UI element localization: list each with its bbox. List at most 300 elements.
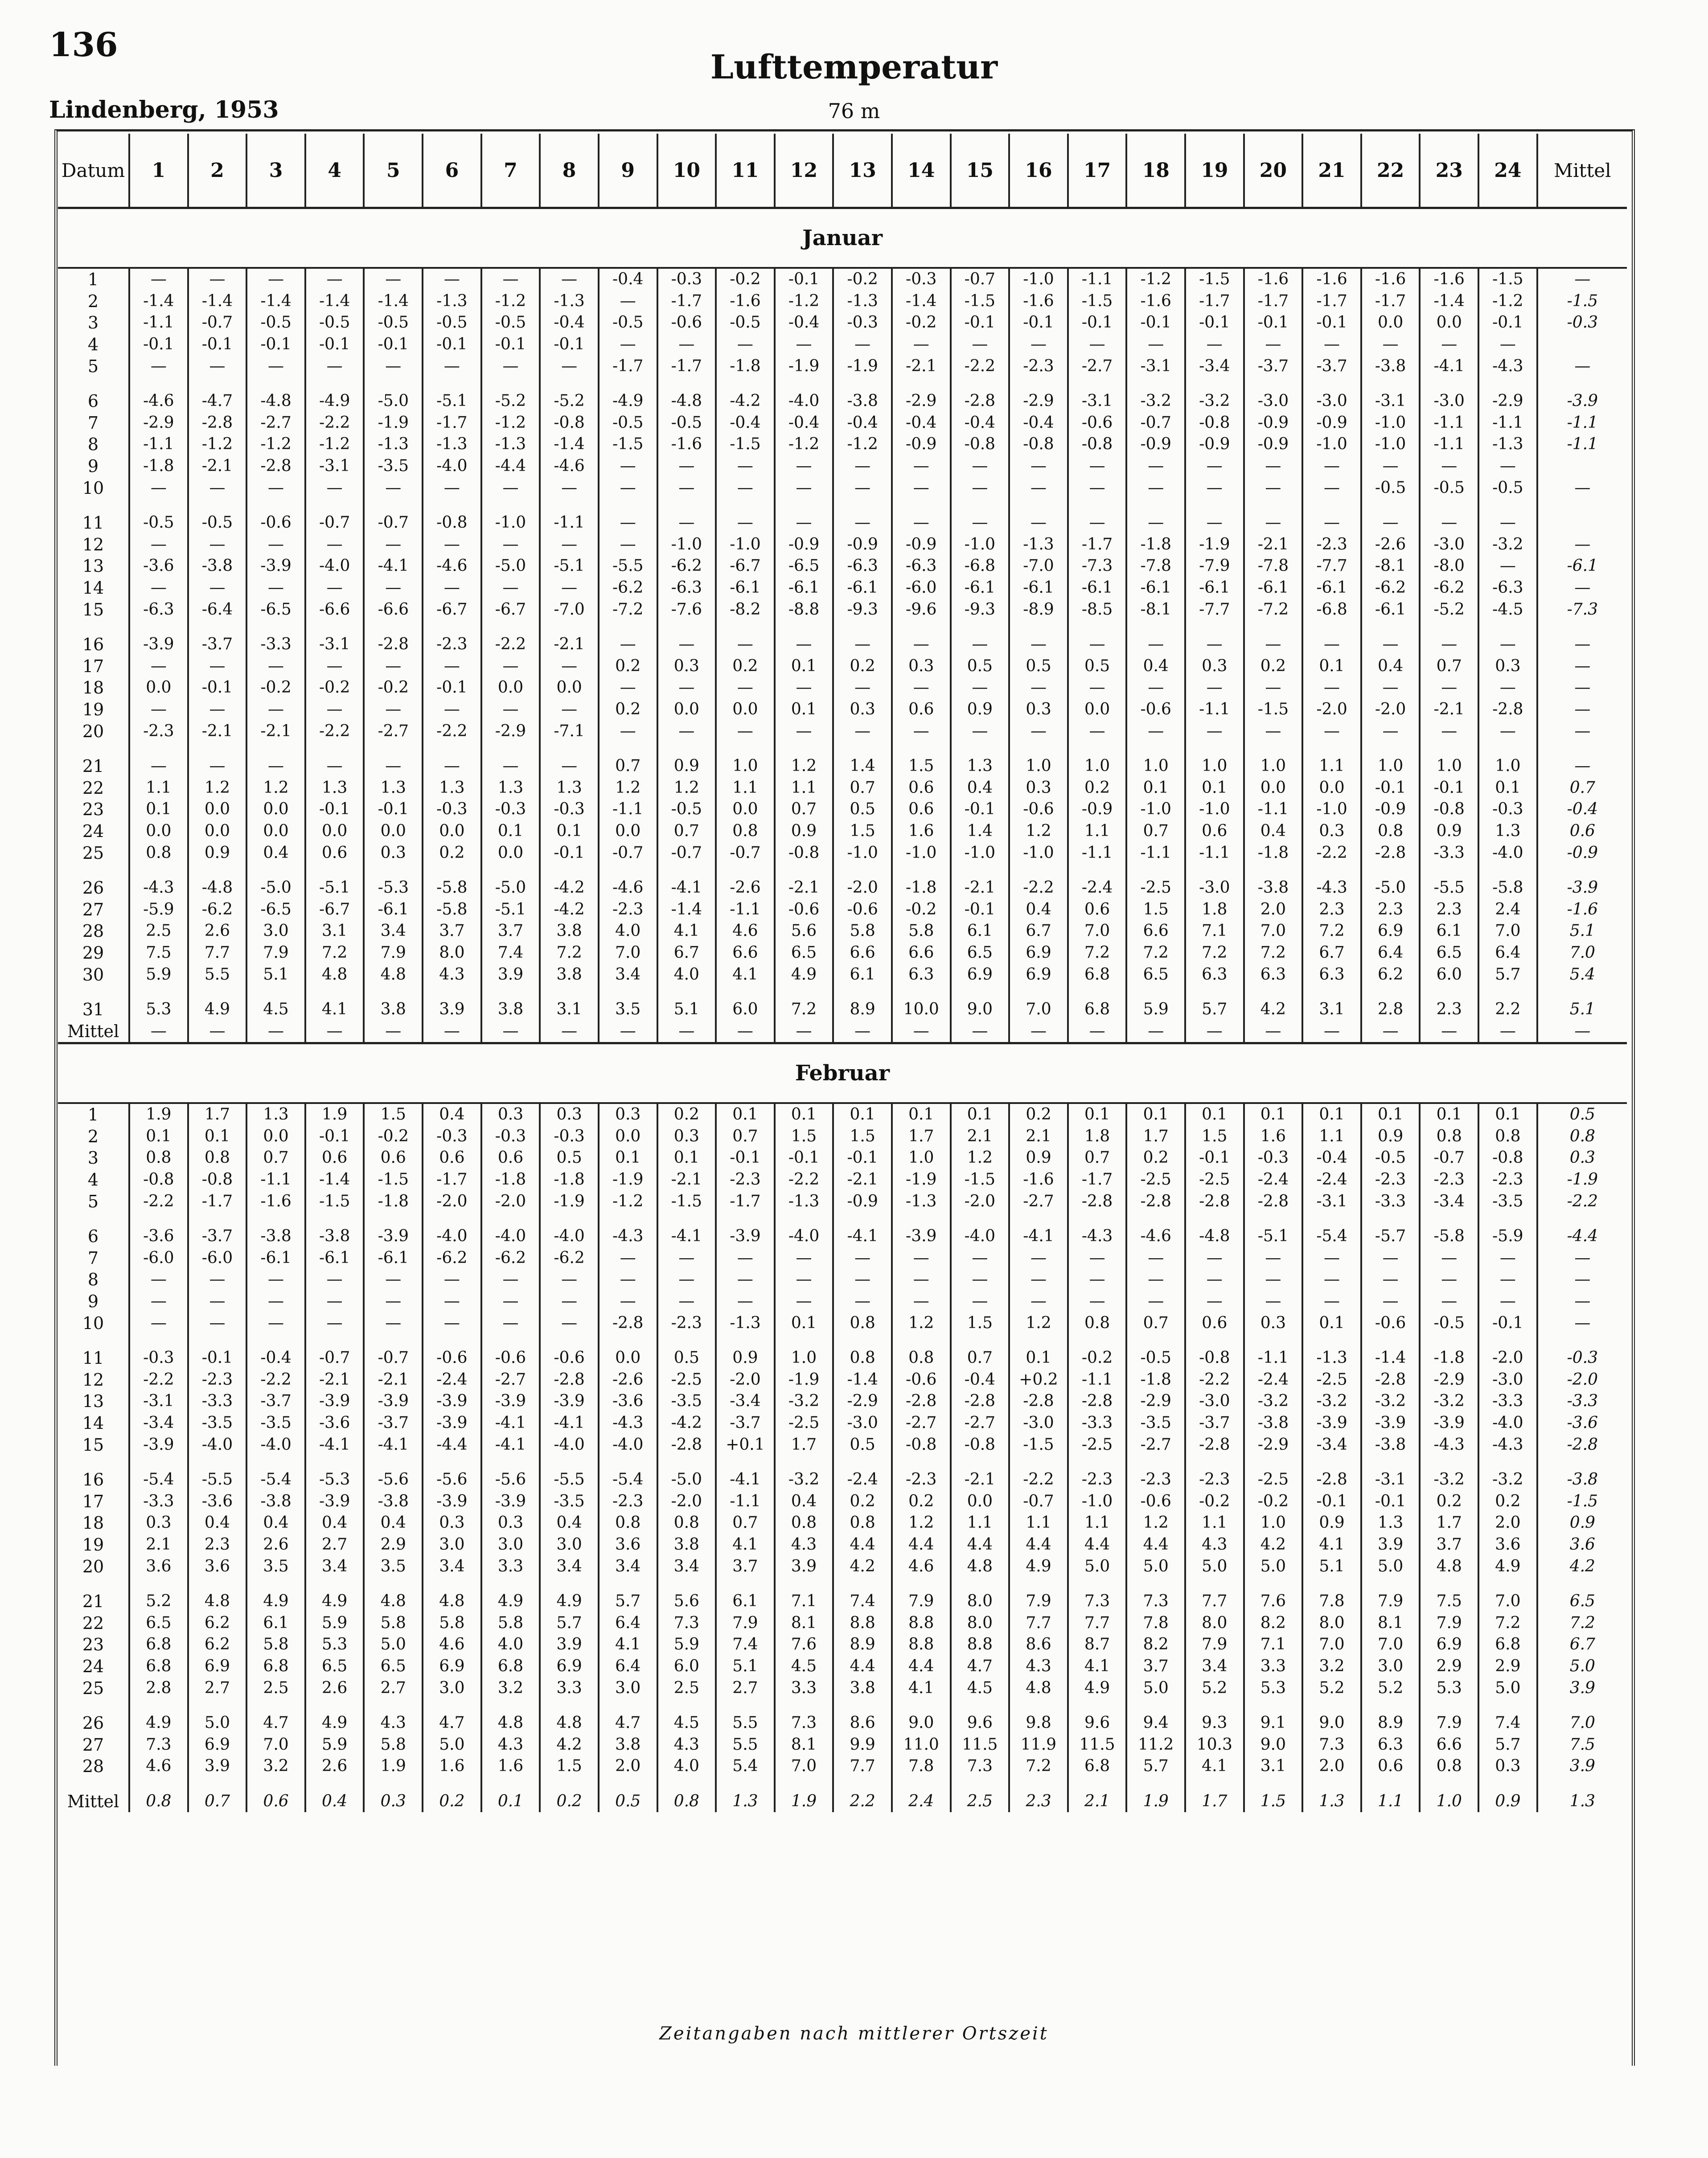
spacer-cell <box>1420 1334 1478 1347</box>
hour-value-cell: -4.1 <box>540 1412 599 1434</box>
day-cell: Mittel <box>67 1791 119 1811</box>
daily-mean-cell: — <box>1537 634 1627 656</box>
hour-value-cell: 0.3 <box>833 699 892 721</box>
hour-value-cell: — <box>1420 455 1478 477</box>
hour-value-cell: — <box>599 1269 657 1291</box>
day-cell: 29 <box>82 943 104 963</box>
spacer-cell <box>1361 742 1420 755</box>
hour-value-cell: 5.8 <box>364 1734 423 1756</box>
spacer-cell <box>1244 1456 1303 1469</box>
hour-value-cell: 1.8 <box>1068 1126 1127 1148</box>
hour-value-cell: -3.2 <box>1420 1469 1478 1491</box>
hour-value-cell: 8.0 <box>951 1591 1010 1612</box>
hour-value-cell: 0.2 <box>599 699 657 721</box>
hour-value-cell: 4.5 <box>951 1677 1010 1699</box>
column-header-hour: 3 <box>246 134 305 208</box>
spacer-cell <box>1537 499 1627 512</box>
hour-value-cell: -3.0 <box>1420 390 1478 412</box>
hour-value-cell: 0.7 <box>599 755 657 777</box>
hour-value-cell: -2.0 <box>716 1369 775 1391</box>
hour-value-cell: — <box>423 477 481 499</box>
hour-value-cell: 3.2 <box>1302 1656 1361 1678</box>
hour-value-cell: -6.7 <box>716 555 775 577</box>
spacer-cell <box>58 1777 129 1791</box>
day-cell: 11 <box>82 1348 104 1368</box>
hour-value-cell: — <box>188 1291 247 1313</box>
hour-value-cell: 4.8 <box>188 1591 247 1612</box>
hour-value-cell: 1.0 <box>1478 755 1537 777</box>
hour-value-cell: — <box>1244 455 1303 477</box>
hour-value-cell: 1.3 <box>716 1791 775 1813</box>
hour-value-cell: -3.0 <box>1478 1369 1537 1391</box>
hour-value-cell: 0.6 <box>305 842 364 864</box>
hour-value-cell: -0.8 <box>540 412 599 434</box>
hour-value-cell: 0.1 <box>1302 656 1361 677</box>
table-row <box>58 477 1627 499</box>
hour-value-cell: 6.5 <box>129 1612 188 1634</box>
hour-value-cell: 1.3 <box>481 777 540 799</box>
hour-value-cell: — <box>188 534 247 556</box>
hour-value-cell: -1.1 <box>1185 699 1244 721</box>
hour-value-cell: 1.2 <box>892 1512 951 1534</box>
hour-value-cell: 7.3 <box>1126 1591 1185 1612</box>
hour-value-cell: 7.8 <box>892 1756 951 1777</box>
hour-value-cell: 0.7 <box>1420 656 1478 677</box>
day-cell: 3 <box>87 1148 99 1168</box>
hour-value-cell: 1.2 <box>657 777 716 799</box>
hour-value-cell: -2.9 <box>129 412 188 434</box>
hour-value-cell: -2.2 <box>481 634 540 656</box>
hour-value-cell: -3.9 <box>423 1412 481 1434</box>
spacer-cell <box>657 1577 716 1591</box>
hour-value-cell: -1.1 <box>1420 434 1478 455</box>
hour-value-cell: 0.1 <box>1420 1103 1478 1126</box>
hour-value-cell: — <box>716 1269 775 1291</box>
spacer-cell <box>833 1577 892 1591</box>
hour-value-cell: -2.8 <box>1009 1391 1068 1412</box>
hour-value-cell: -6.3 <box>833 555 892 577</box>
hour-value-cell: -1.1 <box>599 799 657 821</box>
hour-value-cell: 6.8 <box>1068 999 1127 1021</box>
hour-value-cell: -4.3 <box>599 1226 657 1247</box>
hour-value-cell: -2.5 <box>775 1412 833 1434</box>
hour-value-cell: 4.8 <box>423 1591 481 1612</box>
hour-value-cell: 5.0 <box>188 1712 247 1734</box>
hour-value-cell: -3.0 <box>1244 390 1303 412</box>
spacer-cell <box>1068 1334 1127 1347</box>
hour-value-cell: — <box>188 355 247 377</box>
hour-value-cell: -1.5 <box>1244 699 1303 721</box>
hour-value-cell: -0.1 <box>1009 312 1068 334</box>
hour-value-cell: 5.3 <box>305 1634 364 1656</box>
hour-value-cell: -0.6 <box>423 1347 481 1369</box>
hour-value-cell: 0.7 <box>716 1126 775 1148</box>
hour-value-cell: -2.4 <box>1302 1169 1361 1191</box>
spacer-row <box>58 1699 1627 1712</box>
hour-value-cell: — <box>364 1269 423 1291</box>
hour-value-cell: 3.0 <box>423 1677 481 1699</box>
hour-value-cell: -3.9 <box>364 1226 423 1247</box>
hour-value-cell: 4.9 <box>188 999 247 1021</box>
hour-value-cell: — <box>481 755 540 777</box>
hour-value-cell: 3.9 <box>775 1555 833 1577</box>
hour-value-cell: — <box>305 656 364 677</box>
hour-value-cell: 5.8 <box>892 920 951 942</box>
hour-value-cell: -2.1 <box>657 1169 716 1191</box>
hour-value-cell: -1.4 <box>657 898 716 920</box>
hour-value-cell: 3.2 <box>246 1756 305 1777</box>
hour-value-cell: -2.3 <box>892 1469 951 1491</box>
hour-value-cell: -5.5 <box>188 1469 247 1491</box>
hour-value-cell: 1.3 <box>540 777 599 799</box>
hour-value-cell: 0.8 <box>129 1791 188 1813</box>
hour-value-cell: 6.8 <box>1478 1634 1537 1656</box>
spacer-cell <box>716 1699 775 1712</box>
hour-value-cell: 6.9 <box>188 1734 247 1756</box>
spacer-cell <box>1537 377 1627 390</box>
daily-mean-cell: 3.6 <box>1537 1534 1627 1556</box>
daily-mean-cell: 0.5 <box>1537 1103 1627 1126</box>
hour-value-cell: -2.7 <box>951 1412 1010 1434</box>
hour-value-cell: -0.1 <box>305 799 364 821</box>
hour-value-cell: -6.2 <box>599 577 657 599</box>
spacer-cell <box>1009 1777 1068 1791</box>
hour-value-cell: 2.1 <box>951 1126 1010 1148</box>
hour-value-cell: -0.9 <box>1302 412 1361 434</box>
day-cell: 1 <box>87 270 99 290</box>
hour-value-cell: 3.8 <box>364 999 423 1021</box>
hour-value-cell: 7.3 <box>775 1712 833 1734</box>
spacer-cell <box>129 864 188 877</box>
hour-value-cell: 3.8 <box>540 920 599 942</box>
hour-value-cell: — <box>657 334 716 356</box>
daily-mean-cell: — <box>1537 577 1627 599</box>
hour-value-cell: 8.7 <box>1068 1634 1127 1656</box>
hour-value-cell: -9.3 <box>833 599 892 620</box>
table-row <box>58 1103 1627 1126</box>
spacer-cell <box>58 864 129 877</box>
column-header-hour: 14 <box>892 134 951 208</box>
hour-value-cell: -0.5 <box>657 412 716 434</box>
hour-value-cell: 0.7 <box>716 1512 775 1534</box>
hour-value-cell: -1.6 <box>1009 1169 1068 1191</box>
hour-value-cell: 0.1 <box>129 799 188 821</box>
hour-value-cell: 4.1 <box>657 920 716 942</box>
hour-value-cell: -1.7 <box>657 291 716 312</box>
spacer-cell <box>129 1334 188 1347</box>
hour-value-cell: — <box>188 755 247 777</box>
hour-value-cell: 0.2 <box>716 656 775 677</box>
spacer-cell <box>1420 1577 1478 1591</box>
hour-value-cell: 1.1 <box>1302 755 1361 777</box>
hour-value-cell: -1.6 <box>1009 291 1068 312</box>
hour-value-cell: -6.2 <box>1361 577 1420 599</box>
spacer-cell <box>540 1577 599 1591</box>
spacer-cell <box>1244 742 1303 755</box>
hour-value-cell: — <box>246 1291 305 1313</box>
hour-value-cell: -0.2 <box>364 677 423 699</box>
hour-value-cell: -0.7 <box>1009 1491 1068 1513</box>
hour-value-cell: 3.3 <box>481 1555 540 1577</box>
hour-value-cell: -4.0 <box>1478 842 1537 864</box>
hour-value-cell: — <box>188 1269 247 1291</box>
hour-value-cell: 6.9 <box>1009 964 1068 985</box>
spacer-cell <box>1009 864 1068 877</box>
hour-value-cell: -2.8 <box>1361 842 1420 864</box>
hour-value-cell: -0.3 <box>423 799 481 821</box>
hour-value-cell: -6.1 <box>833 577 892 599</box>
hour-value-cell: -1.4 <box>540 434 599 455</box>
hour-value-cell: 6.1 <box>716 1591 775 1612</box>
spacer-cell <box>1244 1777 1303 1791</box>
hour-value-cell: 7.9 <box>716 1612 775 1634</box>
hour-value-cell: -0.1 <box>1068 312 1127 334</box>
hour-value-cell: -5.7 <box>1361 1226 1420 1247</box>
hour-value-cell: -1.1 <box>1068 268 1127 291</box>
spacer-cell <box>540 1777 599 1791</box>
hour-value-cell: -7.0 <box>1009 555 1068 577</box>
hour-value-cell: 6.3 <box>892 964 951 985</box>
spacer-cell <box>1185 985 1244 999</box>
hour-value-cell: — <box>951 455 1010 477</box>
day-cell: 5 <box>87 1191 99 1211</box>
hour-value-cell: -4.1 <box>1420 355 1478 377</box>
hour-value-cell: — <box>540 1291 599 1313</box>
hour-value-cell: 7.1 <box>1244 1634 1303 1656</box>
hour-value-cell: — <box>1478 720 1537 742</box>
spacer-cell <box>423 985 481 999</box>
hour-value-cell: 5.1 <box>716 1656 775 1678</box>
hour-value-cell: 0.7 <box>657 821 716 842</box>
table-row <box>58 1512 1627 1534</box>
hour-value-cell: 3.6 <box>1478 1534 1537 1556</box>
hour-value-cell: -0.6 <box>1009 799 1068 821</box>
hour-value-cell: -3.2 <box>1126 390 1185 412</box>
spacer-cell <box>364 742 423 755</box>
table-row <box>58 555 1627 577</box>
hour-value-cell: 4.9 <box>1068 1677 1127 1699</box>
spacer-cell <box>1244 985 1303 999</box>
hour-value-cell: 2.6 <box>246 1534 305 1556</box>
hour-value-cell: 4.9 <box>129 1712 188 1734</box>
spacer-cell <box>716 742 775 755</box>
hour-value-cell: -3.2 <box>1478 1469 1537 1491</box>
daily-mean-cell: — <box>1537 355 1627 377</box>
hour-value-cell: 3.4 <box>599 964 657 985</box>
hour-value-cell: — <box>1361 677 1420 699</box>
hour-value-cell: 0.4 <box>1126 656 1185 677</box>
hour-value-cell: 3.0 <box>540 1534 599 1556</box>
hour-value-cell: -1.3 <box>1478 434 1537 455</box>
hour-value-cell: 2.4 <box>892 1791 951 1813</box>
hour-value-cell: — <box>246 534 305 556</box>
spacer-cell <box>481 1212 540 1226</box>
hour-value-cell: 0.1 <box>775 1312 833 1334</box>
hour-value-cell: -1.8 <box>1244 842 1303 864</box>
hour-value-cell: 0.0 <box>1302 777 1361 799</box>
spacer-cell <box>599 864 657 877</box>
table-row <box>58 1369 1627 1391</box>
hour-value-cell: 0.2 <box>833 1491 892 1513</box>
hour-value-cell: -5.8 <box>423 898 481 920</box>
day-cell: 14 <box>82 1413 104 1433</box>
hour-value-cell: 0.3 <box>1244 1312 1303 1334</box>
hour-value-cell: — <box>1361 720 1420 742</box>
hour-value-cell: -3.9 <box>364 1391 423 1412</box>
hour-value-cell: -1.7 <box>423 412 481 434</box>
hour-value-cell: 4.9 <box>775 964 833 985</box>
spacer-cell <box>246 1699 305 1712</box>
hour-value-cell: 7.3 <box>1068 1591 1127 1612</box>
column-header-hour: 5 <box>364 134 423 208</box>
column-header-hour: 15 <box>951 134 1010 208</box>
hour-value-cell: 6.5 <box>1420 942 1478 964</box>
hour-value-cell: — <box>1302 1247 1361 1269</box>
hour-value-cell: — <box>1244 1247 1303 1269</box>
hour-value-cell: — <box>305 1291 364 1313</box>
spacer-row <box>58 377 1627 390</box>
spacer-cell <box>423 620 481 634</box>
hour-value-cell: — <box>1244 512 1303 534</box>
hour-value-cell: -1.1 <box>246 1169 305 1191</box>
hour-value-cell: 3.3 <box>540 1677 599 1699</box>
hour-value-cell: 0.2 <box>657 1103 716 1126</box>
table-row <box>58 577 1627 599</box>
hour-value-cell: 1.9 <box>305 1103 364 1126</box>
hour-value-cell: 8.9 <box>833 999 892 1021</box>
spacer-cell <box>1478 1777 1537 1791</box>
hour-value-cell: -3.2 <box>1302 1391 1361 1412</box>
table-row <box>58 512 1627 534</box>
hour-value-cell: -2.3 <box>657 1312 716 1334</box>
hour-value-cell: -2.3 <box>599 898 657 920</box>
hour-value-cell: -4.9 <box>599 390 657 412</box>
hour-value-cell: 0.3 <box>364 1791 423 1813</box>
hour-value-cell: — <box>1009 1247 1068 1269</box>
spacer-cell <box>599 1577 657 1591</box>
hour-value-cell: 8.9 <box>1361 1712 1420 1734</box>
spacer-cell <box>58 1577 129 1591</box>
hour-value-cell: -4.0 <box>481 1226 540 1247</box>
hour-value-cell: — <box>1478 512 1537 534</box>
hour-value-cell: 7.2 <box>305 942 364 964</box>
hour-value-cell: -2.0 <box>657 1491 716 1513</box>
hour-value-cell: 4.4 <box>951 1534 1010 1556</box>
hour-value-cell: -4.2 <box>716 390 775 412</box>
hour-value-cell: -2.0 <box>1302 699 1361 721</box>
spacer-cell <box>540 1699 599 1712</box>
spacer-cell <box>129 1456 188 1469</box>
hour-value-cell: -6.3 <box>892 555 951 577</box>
hour-value-cell: — <box>129 477 188 499</box>
hour-value-cell: -6.1 <box>1068 577 1127 599</box>
day-cell: 10 <box>82 478 104 498</box>
hour-value-cell: 1.9 <box>775 1791 833 1813</box>
hour-value-cell: -0.1 <box>188 1347 247 1369</box>
hour-value-cell: — <box>892 1020 951 1043</box>
hour-value-cell: 0.0 <box>423 821 481 842</box>
hour-value-cell: -2.9 <box>1420 1369 1478 1391</box>
hour-value-cell: -0.1 <box>1302 1491 1361 1513</box>
hour-value-cell: 2.7 <box>188 1677 247 1699</box>
spacer-cell <box>716 985 775 999</box>
hour-value-cell: 0.5 <box>1009 656 1068 677</box>
hour-value-cell: -4.2 <box>657 1412 716 1434</box>
hour-value-cell: — <box>716 455 775 477</box>
hour-value-cell: 4.6 <box>892 1555 951 1577</box>
hour-value-cell: -1.2 <box>246 434 305 455</box>
hour-value-cell: -0.5 <box>481 312 540 334</box>
hour-value-cell: -5.1 <box>540 555 599 577</box>
hour-value-cell: 3.5 <box>246 1555 305 1577</box>
spacer-cell <box>657 1334 716 1347</box>
hour-value-cell: — <box>1068 1020 1127 1043</box>
day-cell: 7 <box>87 413 99 433</box>
hour-value-cell: -1.2 <box>481 291 540 312</box>
hour-value-cell: 4.5 <box>246 999 305 1021</box>
hour-value-cell: -3.5 <box>188 1412 247 1434</box>
hour-value-cell: 4.1 <box>1185 1756 1244 1777</box>
spacer-cell <box>1126 985 1185 999</box>
hour-value-cell: 4.1 <box>716 1534 775 1556</box>
hour-value-cell: 3.7 <box>1420 1534 1478 1556</box>
hour-value-cell: — <box>1185 334 1244 356</box>
hour-value-cell: 1.3 <box>423 777 481 799</box>
spacer-cell <box>423 1456 481 1469</box>
hour-value-cell: 1.7 <box>1126 1126 1185 1148</box>
hour-value-cell: — <box>540 355 599 377</box>
hour-value-cell: -0.1 <box>364 334 423 356</box>
hour-value-cell: 4.1 <box>1302 1534 1361 1556</box>
spacer-cell <box>1068 377 1127 390</box>
spacer-row <box>58 864 1627 877</box>
hour-value-cell: 7.0 <box>1478 920 1537 942</box>
hour-value-cell: 0.1 <box>1478 777 1537 799</box>
hour-value-cell: -3.3 <box>1068 1412 1127 1434</box>
hour-value-cell: -5.6 <box>364 1469 423 1491</box>
hour-value-cell: 0.1 <box>188 1126 247 1148</box>
hour-value-cell: 5.8 <box>833 920 892 942</box>
day-cell: 4 <box>87 335 99 355</box>
spacer-cell <box>129 620 188 634</box>
hour-value-cell: -6.6 <box>305 599 364 620</box>
hour-value-cell: — <box>364 755 423 777</box>
hour-value-cell: — <box>951 1269 1010 1291</box>
hour-value-cell: -9.3 <box>951 599 1010 620</box>
spacer-cell <box>481 620 540 634</box>
spacer-cell <box>833 620 892 634</box>
hour-value-cell: -0.4 <box>951 412 1010 434</box>
hour-value-cell: — <box>657 1020 716 1043</box>
day-cell: 27 <box>82 899 104 919</box>
hour-value-cell: 1.6 <box>892 821 951 842</box>
spacer-cell <box>1361 1777 1420 1791</box>
hour-value-cell: -6.6 <box>364 599 423 620</box>
hour-value-cell: -2.7 <box>481 1369 540 1391</box>
hour-value-cell: 5.0 <box>1126 1555 1185 1577</box>
hour-value-cell: 1.4 <box>833 755 892 777</box>
hour-value-cell: 0.4 <box>775 1491 833 1513</box>
hour-value-cell: -0.2 <box>1068 1347 1127 1369</box>
hour-value-cell: -6.1 <box>1244 577 1303 599</box>
hour-value-cell: -2.1 <box>246 720 305 742</box>
hour-value-cell: 7.3 <box>129 1734 188 1756</box>
hour-value-cell: 3.9 <box>423 999 481 1021</box>
hour-value-cell: 6.9 <box>1361 920 1420 942</box>
spacer-cell <box>892 377 951 390</box>
hour-value-cell: 1.0 <box>775 1347 833 1369</box>
spacer-row <box>58 1577 1627 1591</box>
